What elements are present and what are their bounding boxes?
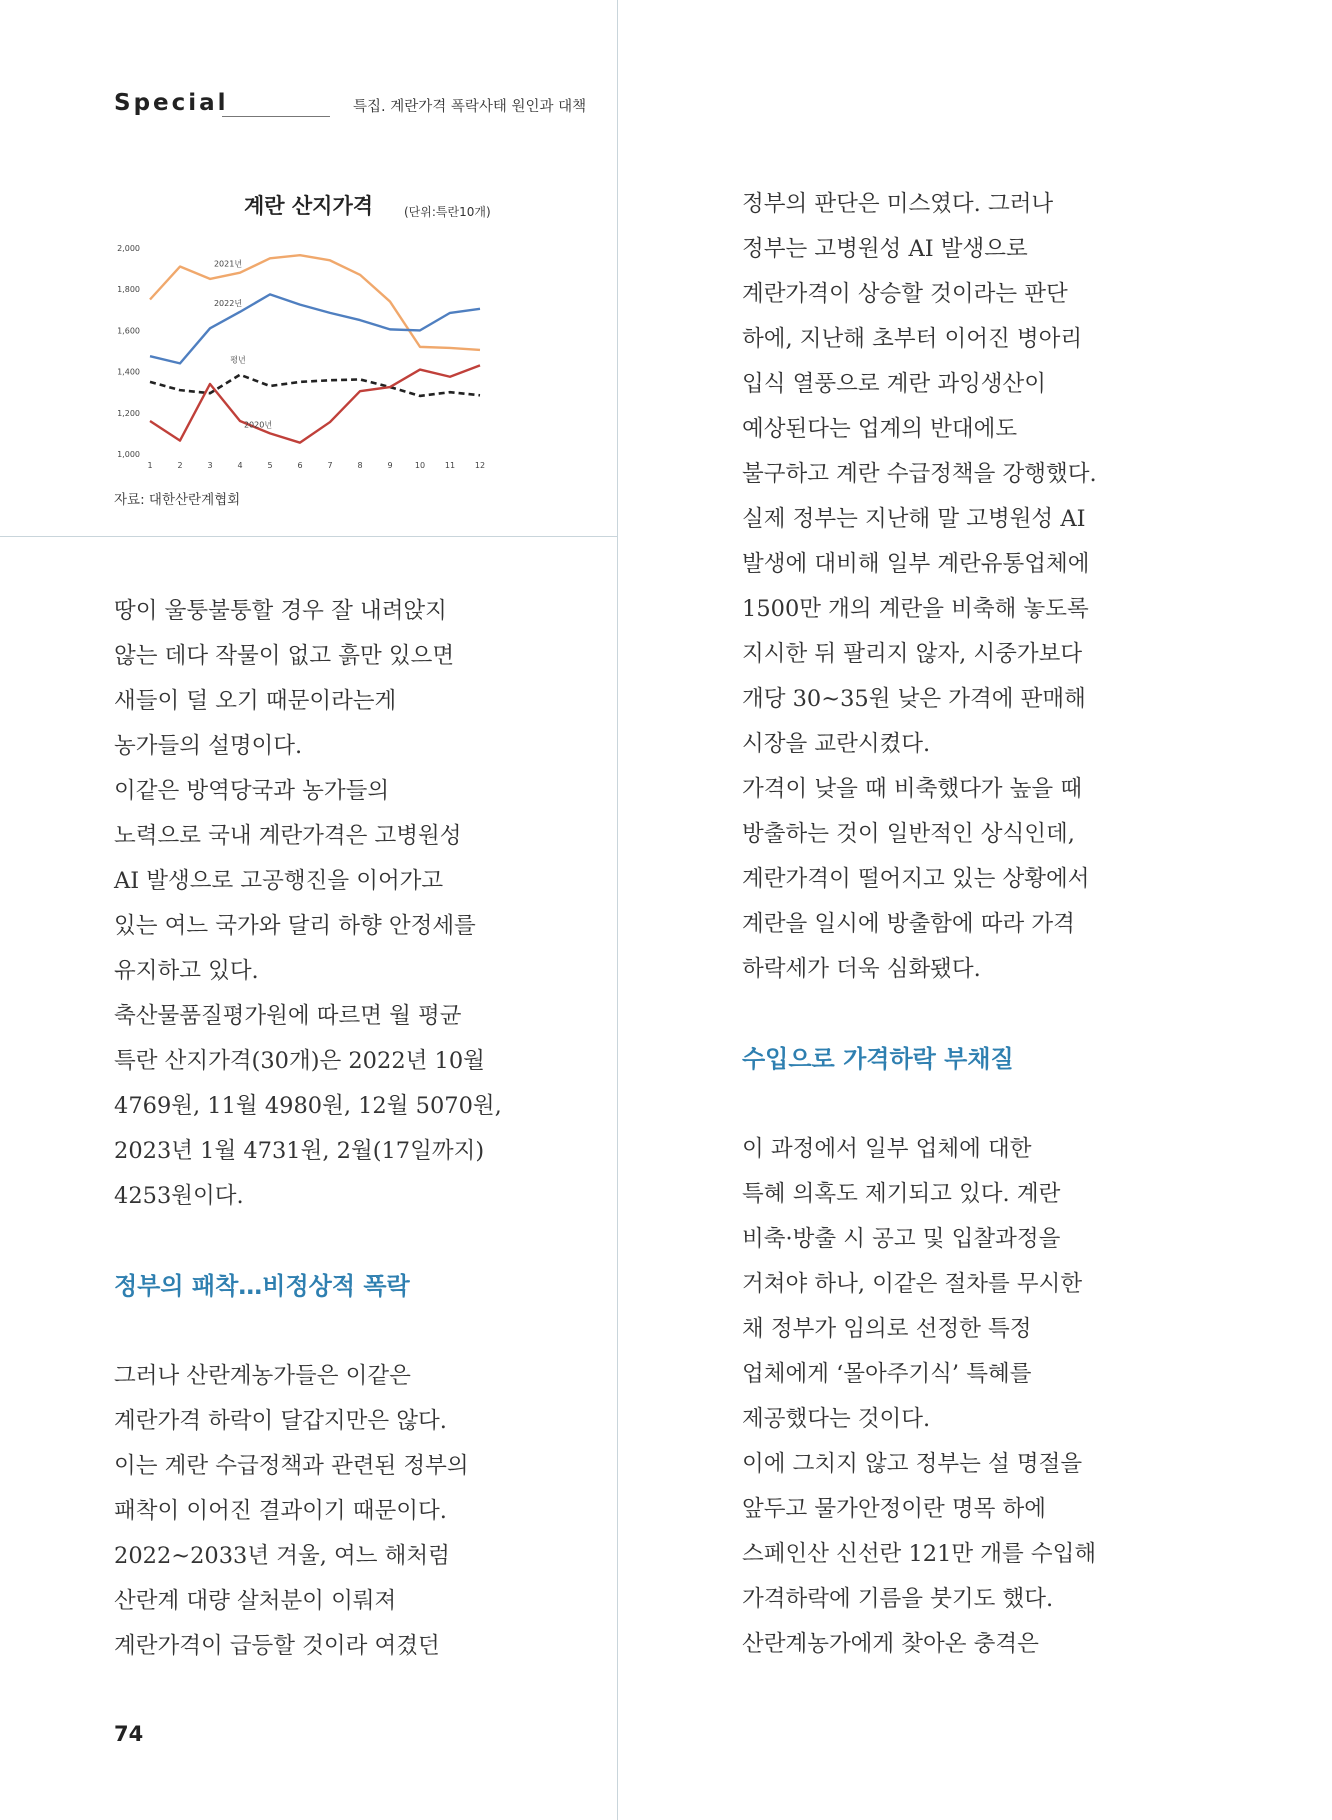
body-text-line: 계란가격 하락이 달갑지만은 않다. [114, 1408, 447, 1434]
paragraph-gap [114, 1219, 502, 1264]
body-text-line: 4769원, 11월 4980원, 12월 5070원, [114, 1093, 502, 1119]
paragraph-gap [742, 1082, 1097, 1127]
x-tick-label: 11 [444, 461, 456, 470]
body-text-line: 노력으로 국내 계란가격은 고병원성 [114, 823, 462, 849]
body-text-line: 축산물품질평가원에 따르면 월 평균 [114, 1003, 462, 1029]
body-text-line: 4253원이다. [114, 1183, 244, 1209]
body-text-line: 이같은 방역당국과 농가들의 [114, 778, 390, 804]
body-text-line: 앞두고 물가안정이란 명목 하에 [742, 1496, 1047, 1522]
x-tick-label: 7 [327, 461, 333, 470]
page-number: 74 [114, 1722, 144, 1746]
body-text-line: 지시한 뒤 팔리지 않자, 시중가보다 [742, 641, 1083, 667]
body-text-line: 이는 계란 수급정책과 관련된 정부의 [114, 1453, 469, 1479]
y-tick-label: 1,000 [117, 450, 140, 459]
y-tick-label: 1,600 [117, 326, 140, 336]
left-column-body [114, 589, 502, 1669]
body-text-line: 패착이 이어진 결과이기 때문이다. [114, 1498, 447, 1524]
body-text-line: 입식 열풍으로 계란 과잉생산이 [742, 371, 1047, 397]
series-label: 2020년 [243, 420, 273, 430]
paragraph-gap [114, 1309, 502, 1354]
body-text-line: 계란가격이 급등할 것이라 여겼던 [114, 1633, 440, 1659]
x-tick-label: 3 [207, 461, 213, 470]
body-text-line: 산란계농가에게 찾아온 충격은 [742, 1631, 1039, 1657]
x-tick-label: 10 [414, 461, 426, 470]
body-text-line: 정부는 고병원성 AI 발생으로 [742, 236, 1028, 262]
chart-source: 자료: 대한산란계협회 [114, 492, 241, 508]
body-text-line: AI 발생으로 고공행진을 이어가고 [114, 868, 444, 894]
right-column-body [742, 182, 1097, 1667]
series-label: 평년 [230, 355, 246, 365]
chart-title: 계란 산지가격 [244, 194, 374, 218]
body-text-line: 특란 산지가격(30개)은 2022년 10월 [114, 1048, 485, 1074]
x-tick-label: 5 [267, 461, 273, 470]
body-text-line: 스페인산 신선란 121만 개를 수입해 [742, 1541, 1097, 1567]
body-text-line: 실제 정부는 지난해 말 고병원성 AI [742, 506, 1086, 532]
series-line-3 [150, 365, 480, 442]
x-tick-label: 8 [357, 461, 363, 470]
body-text-line: 새들이 덜 오기 때문이라는게 [114, 688, 397, 714]
body-text-line: 이 과정에서 일부 업체에 대한 [742, 1136, 1032, 1162]
body-text-line: 하락세가 더욱 심화됐다. [742, 956, 981, 982]
body-text-line: 있는 여느 국가와 달리 하향 안정세를 [114, 913, 476, 939]
body-text-line: 1500만 개의 계란을 비축해 놓도록 [742, 596, 1089, 622]
body-text-line: 않는 데다 작물이 없고 흙만 있으면 [114, 643, 455, 669]
header-rule [222, 116, 330, 117]
chart-unit: (단위:특란10개) [404, 205, 491, 219]
y-tick-label: 1,800 [117, 285, 140, 295]
y-tick-label: 1,400 [117, 367, 140, 377]
body-text-line: 농가들의 설명이다. [114, 733, 303, 759]
body-text-line: 제공했다는 것이다. [742, 1406, 931, 1432]
paragraph-gap [742, 992, 1097, 1037]
body-text-line: 2022~2033년 겨울, 여느 해처럼 [114, 1543, 450, 1569]
body-text-line: 그러나 산란계농가들은 이같은 [114, 1363, 411, 1389]
header-title: 특집. 계란가격 폭락사태 원인과 대책 [353, 99, 587, 115]
body-text-line: 방출하는 것이 일반적인 상식인데, [742, 821, 1075, 847]
body-text-line: 계란가격이 상승할 것이라는 판단 [742, 281, 1068, 307]
body-text-line: 특혜 의혹도 제기되고 있다. 계란 [742, 1181, 1061, 1207]
section-heading: 수입으로 가격하락 부채질 [742, 1045, 1014, 1073]
body-text-line: 시장을 교란시켰다. [742, 731, 931, 757]
series-line-2 [150, 375, 480, 396]
y-tick-label: 2,000 [117, 244, 140, 253]
series-label: 2022년 [213, 298, 243, 308]
series-label: 2021년 [213, 259, 243, 269]
x-tick-label: 1 [147, 461, 153, 470]
body-text-line: 발생에 대비해 일부 계란유통업체에 [742, 551, 1090, 577]
body-text-line: 유지하고 있다. [114, 958, 259, 984]
body-text-line: 업체에게 ‘몰아주기식’ 특혜를 [742, 1361, 1032, 1387]
body-text-line: 하에, 지난해 초부터 이어진 병아리 [742, 326, 1083, 352]
body-text-line: 거쳐야 하나, 이같은 절차를 무시한 [742, 1271, 1083, 1297]
x-tick-label: 9 [387, 461, 393, 470]
section-heading: 정부의 패착…비정상적 폭락 [114, 1272, 410, 1300]
body-text-line: 산란계 대량 살처분이 이뤄져 [114, 1588, 397, 1614]
column-divider-vertical [617, 0, 618, 1820]
body-text-line: 불구하고 계란 수급정책을 강행했다. [742, 461, 1097, 487]
body-text-line: 땅이 울퉁불퉁할 경우 잘 내려앉지 [114, 598, 447, 624]
body-text-line: 2023년 1월 4731원, 2월(17일까지) [114, 1138, 485, 1164]
body-text-line: 가격이 낮을 때 비축했다가 높을 때 [742, 776, 1083, 802]
body-text-line: 채 정부가 임의로 선정한 특정 [742, 1316, 1032, 1342]
y-tick-label: 1,200 [117, 408, 140, 418]
body-text-line: 비축·방출 시 공고 및 입찰과정을 [742, 1226, 1061, 1252]
section-label: Special [114, 90, 229, 116]
body-text-line: 계란가격이 떨어지고 있는 상황에서 [742, 866, 1090, 892]
body-text-line: 예상된다는 업계의 반대에도 [742, 416, 1018, 442]
x-tick-label: 6 [297, 461, 303, 470]
x-tick-label: 2 [177, 461, 183, 470]
chart-divider-horizontal [0, 536, 617, 537]
body-text-line: 이에 그치지 않고 정부는 설 명절을 [742, 1451, 1083, 1477]
x-tick-label: 4 [237, 461, 243, 470]
series-line-1 [150, 294, 480, 363]
body-text-line: 개당 30~35원 낮은 가격에 판매해 [742, 686, 1086, 712]
price-line-chart [110, 232, 490, 480]
body-text-line: 정부의 판단은 미스였다. 그러나 [742, 191, 1054, 217]
body-text-line: 가격하락에 기름을 붓기도 했다. [742, 1586, 1054, 1612]
x-tick-label: 12 [474, 461, 486, 470]
series-line-0 [150, 255, 480, 350]
body-text-line: 계란을 일시에 방출함에 따라 가격 [742, 911, 1075, 937]
